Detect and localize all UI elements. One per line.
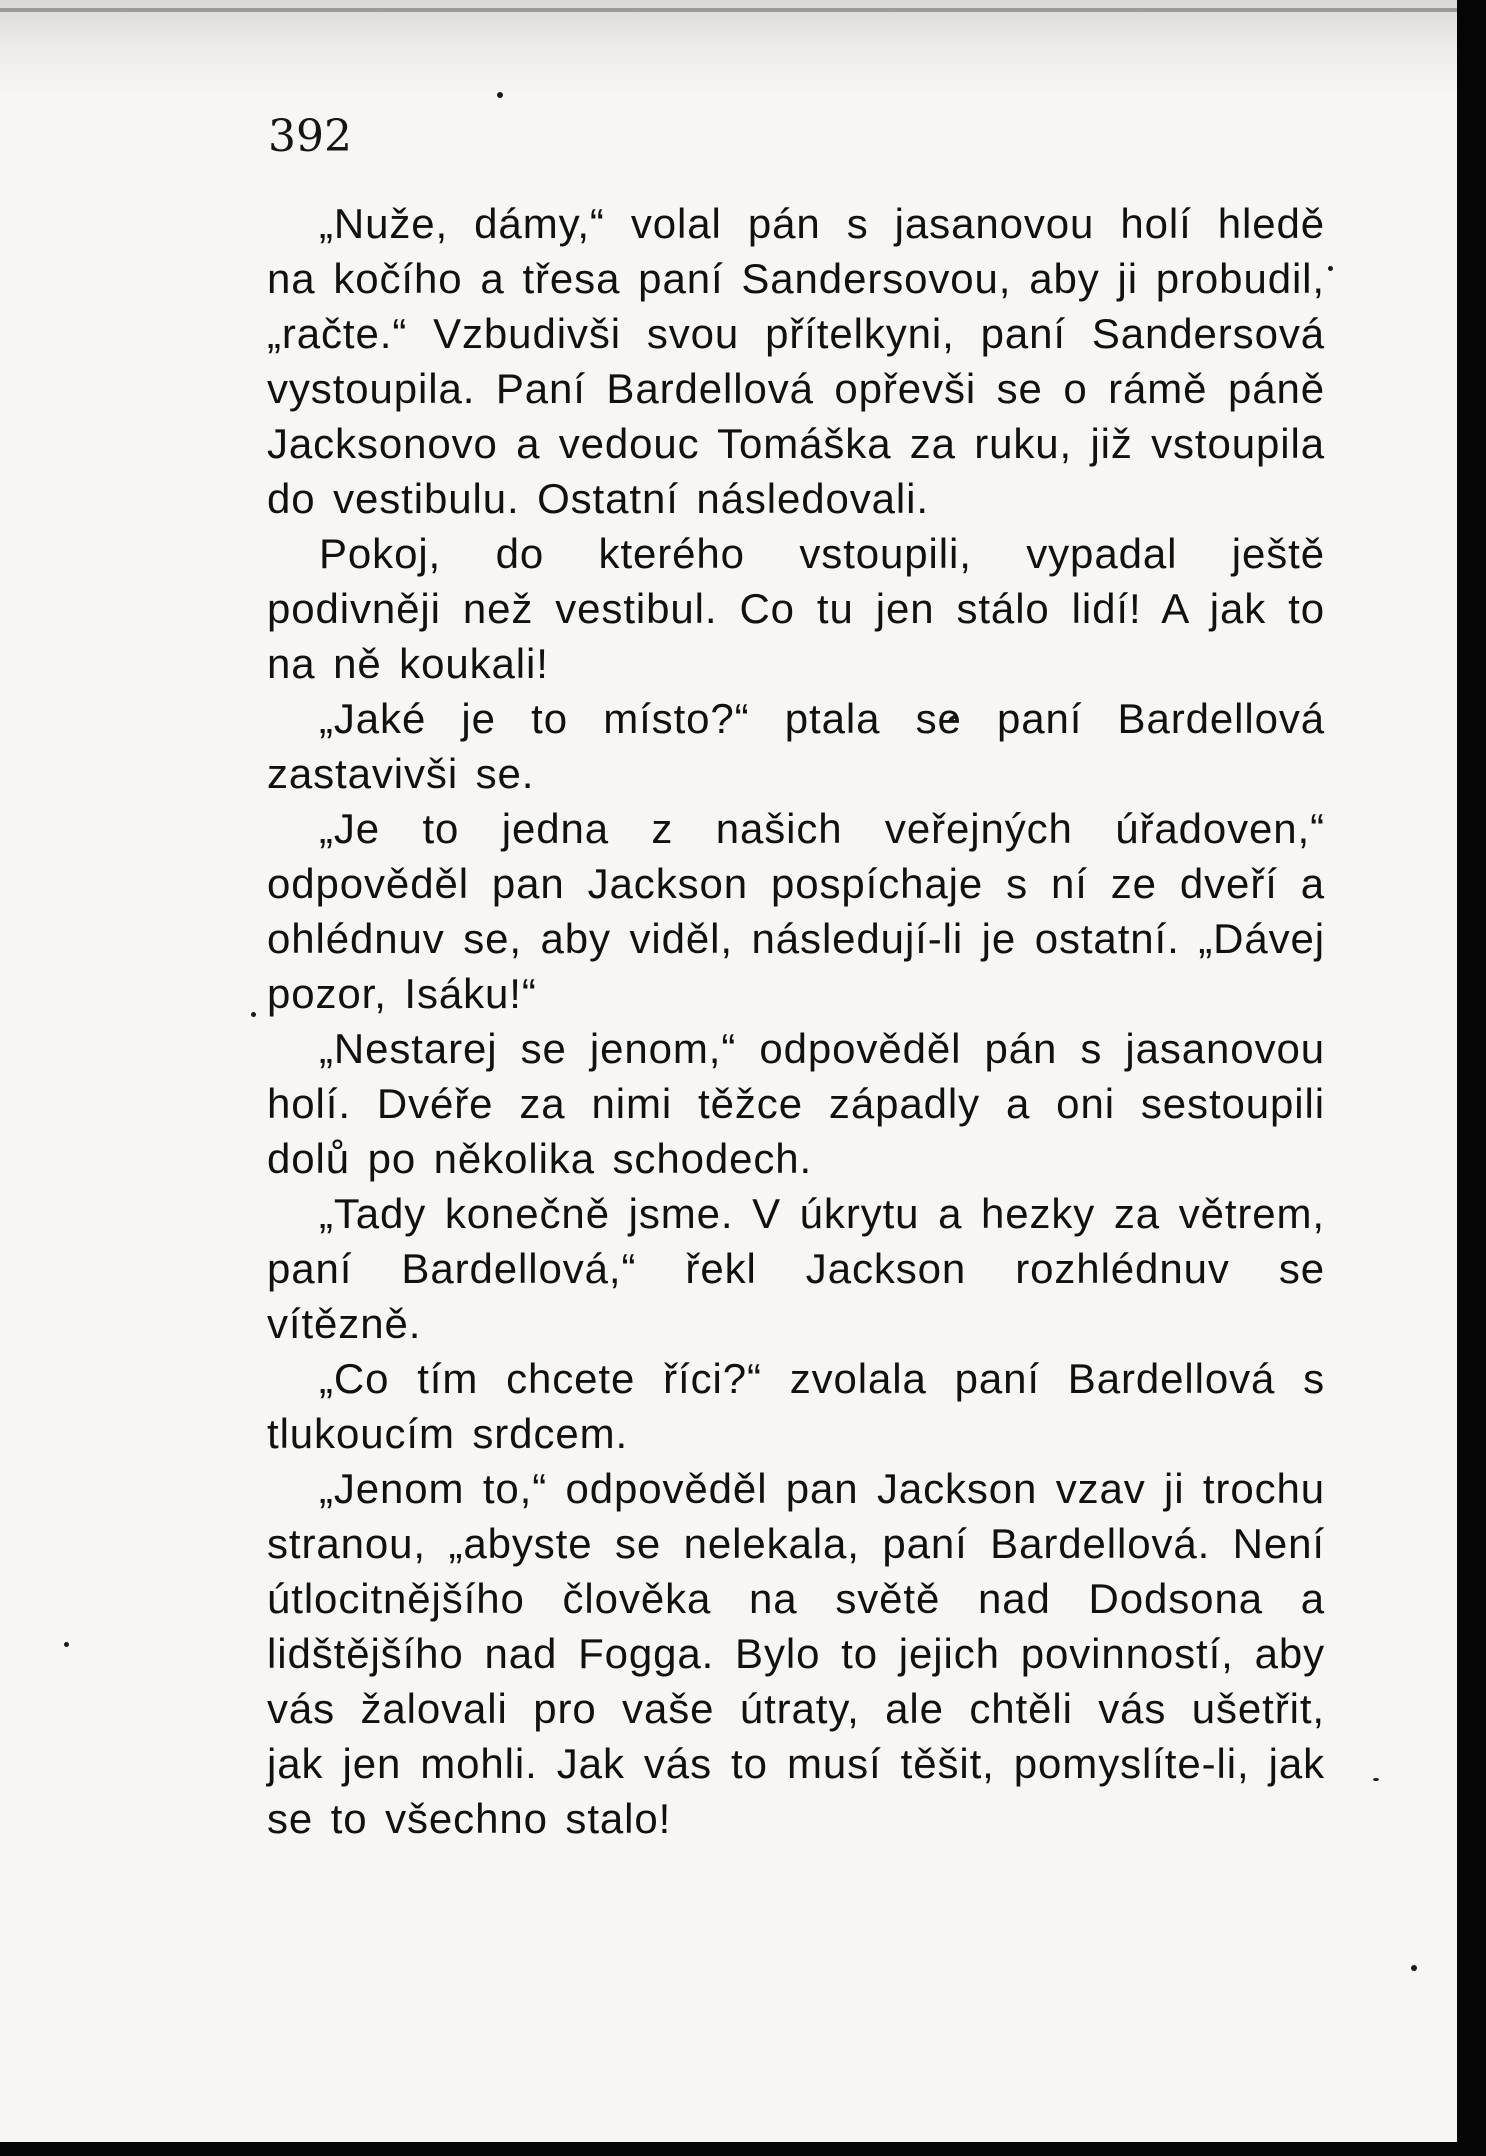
paragraph: „Jenom to,“ odpověděl pan Jackson vzav ji trochu stranou, „abyste se nelekala, paní Bardellová. Není útlocitnějšího člověka na světě nad Dodsona a lidštějšího nad Fogga. Bylo to jejich povinností, aby vás žalovali pro vaše útraty, ale chtěli vás ušetřit, jak jen mohli. Jak vás to musí těšit, pomyslíte-li, jak se to všechno stalo!: [267, 1465, 1325, 1842]
scan-speck: [1411, 1965, 1417, 1971]
scan-speck: [497, 92, 503, 98]
scan-speck: [1373, 1778, 1379, 1781]
scan-top-smudge: [0, 0, 1457, 95]
paragraph: „Nestarej se jenom,“ odpověděl pán s jasanovou holí. Dvéře za nimi těžce západly a oni sestoupili dolů po několika schodech.: [267, 1025, 1325, 1182]
paragraph: „Je to jedna z našich veřejných úřadoven,“ odpověděl pan Jackson pospíchaje s ní ze dveří a ohlédnuv se, aby viděl, následují-li je ostatní. „Dávej pozor, Isáku!“: [267, 805, 1325, 1017]
paragraph: „Nuže, dámy,“ volal pán s jasanovou holí hledě na kočího a třesa paní Sandersovou, aby ji probudil, „račte.“ Vzbudivši svou přítelkyni, paní Sandersová vystoupila. Paní Bardellová opřevši se o rámě páně Jacksonovo a vedouc Tomáška za ruku, již vstoupila do vestibulu. Ostatní následovali.: [267, 200, 1325, 522]
paragraph: „Tady konečně jsme. V úkrytu a hezky za větrem, paní Bardellová,“ řekl Jackson rozhlédnuv se vítězně.: [267, 1190, 1325, 1347]
scan-right-edge: [1457, 0, 1486, 2156]
paragraph: Pokoj, do kterého vstoupili, vypadal ještě podivněji než vestibul. Co tu jen stálo lidí! A jak to na ně koukali!: [267, 530, 1325, 687]
scan-top-line: [0, 8, 1457, 12]
scan-speck: [1328, 266, 1333, 271]
scan-speck: [64, 1642, 69, 1647]
scan-bottom-edge: [0, 2142, 1486, 2156]
paragraph: „Jaké je to místo?“ ptala se paní Bardellová zastavivši se.: [267, 695, 1325, 797]
page-number: 392: [268, 111, 352, 162]
scan-speck: [251, 1012, 256, 1017]
paragraph: „Co tím chcete říci?“ zvolala paní Bardellová s tlukoucím srdcem.: [267, 1355, 1325, 1457]
body-text: [267, 196, 1325, 1846]
